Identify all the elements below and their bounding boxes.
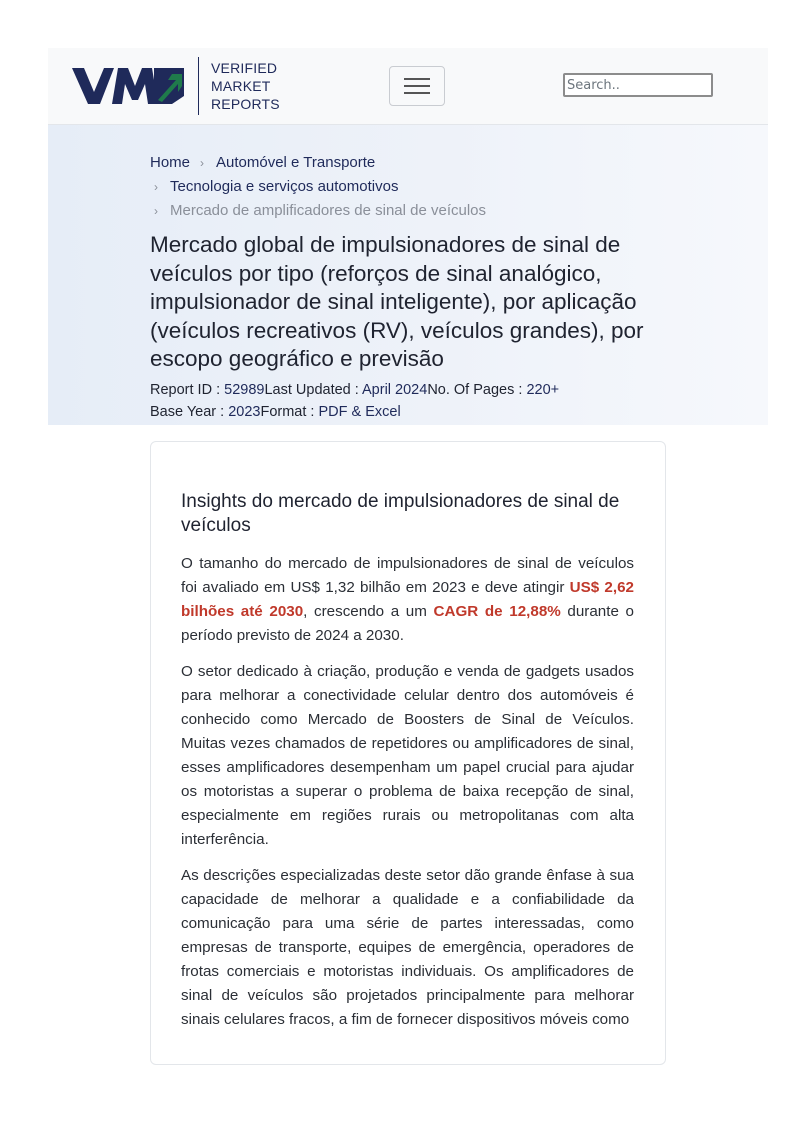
pages-value: 220+: [526, 382, 560, 398]
insights-paragraph-1: [181, 552, 634, 648]
search-input[interactable]: [563, 73, 713, 97]
base-year-value: 2023: [228, 404, 261, 420]
breadcrumb-row-1: [150, 151, 486, 175]
format-value: PDF & Excel: [318, 404, 401, 420]
insights-body: [181, 552, 634, 1044]
chevron-right-icon: ›: [200, 156, 205, 170]
format-label: Format :: [260, 404, 319, 420]
brand-line-3: REPORTS: [211, 96, 280, 112]
page: [48, 48, 768, 425]
breadcrumb: [150, 151, 486, 223]
breadcrumb-automotive[interactable]: Automóvel e Transporte: [216, 154, 376, 171]
p1-text-c: durante o período previsto de 2024 a 2030.: [181, 603, 634, 644]
page-title: Mercado global de impulsionadores de sinal de veículos por tipo (reforços de sinal analógico, impulsionador de sinal inteligente), por aplicação (veículos recreativos (RV), veículos grandes), por escopo geográfico e previsão: [150, 232, 644, 371]
insights-heading: Insights do mercado de impulsionadores de sinal de veículos: [181, 491, 620, 536]
brand-line-2: MARKET: [211, 78, 271, 94]
report-meta: [150, 379, 559, 423]
p1-text-b: , crescendo a um: [303, 603, 434, 620]
pages-label: No. Of Pages :: [427, 382, 527, 398]
p1-text-a: O tamanho do mercado de impulsionadores de sinal de veículos foi avaliado em US$ 1,32 bilhão em 2023 e deve atingir: [181, 555, 634, 596]
logo-divider: [198, 57, 199, 115]
insights-paragraph-2: O setor dedicado à criação, produção e venda de gadgets usados para melhorar a conectividade celular dentro dos automóveis é conhecido como Mercado de Boosters de Sinal de Veículos. Muitas vezes chamados de repetidores ou amplificadores de sinal, esses amplificadores desempenham um papel crucial para ajudar os motoristas a superar o problema de baixa recepção de sinal, especialmente em regiões rurais ou metropolitanas com alta interferência.: [181, 663, 634, 848]
report-id-value: 52989: [224, 382, 265, 398]
brand-logo[interactable]: [72, 56, 280, 116]
breadcrumb-row-2: [150, 175, 486, 199]
meta-row-1: [150, 379, 559, 401]
chevron-right-icon: ›: [154, 180, 158, 194]
insights-card: [150, 441, 666, 1065]
breadcrumb-tech-services[interactable]: Tecnologia e serviços automotivos: [170, 178, 399, 195]
site-header: [48, 48, 768, 125]
breadcrumb-current: Mercado de amplificadores de sinal de veículos: [170, 202, 487, 219]
menu-toggle-button[interactable]: [389, 66, 445, 106]
chevron-right-icon: ›: [154, 204, 158, 218]
report-hero: [48, 125, 768, 425]
report-id-label: Report ID :: [150, 382, 225, 398]
insights-paragraph-3: As descrições especializadas deste setor dão grande ênfase à sua capacidade de melhorar a qualidade e a confiabilidade da comunicação para uma série de partes interessadas, como empresas de transporte, equipes de emergência, operadores de frotas comerciais e motoristas individuais. Os amplificadores de sinal de veículos são projetados principalmente para melhorar sinais celulares fracos, a fim de fornecer dispositivos móveis como: [181, 867, 634, 1028]
market-size-highlight: US$ 2,62 bilhões até 2030: [181, 579, 634, 620]
breadcrumb-row-3: [150, 199, 486, 223]
last-updated-value: April 2024: [362, 382, 428, 398]
last-updated-label: Last Updated :: [264, 382, 363, 398]
breadcrumb-home[interactable]: Home: [150, 154, 191, 171]
vmr-logo-icon: [72, 66, 184, 106]
base-year-label: Base Year :: [150, 404, 229, 420]
brand-line-1: VERIFIED: [211, 60, 278, 76]
cagr-highlight: CAGR de 12,88%: [433, 603, 561, 620]
hamburger-icon: [404, 76, 430, 96]
brand-name: [211, 59, 280, 113]
meta-row-2: [150, 401, 559, 423]
